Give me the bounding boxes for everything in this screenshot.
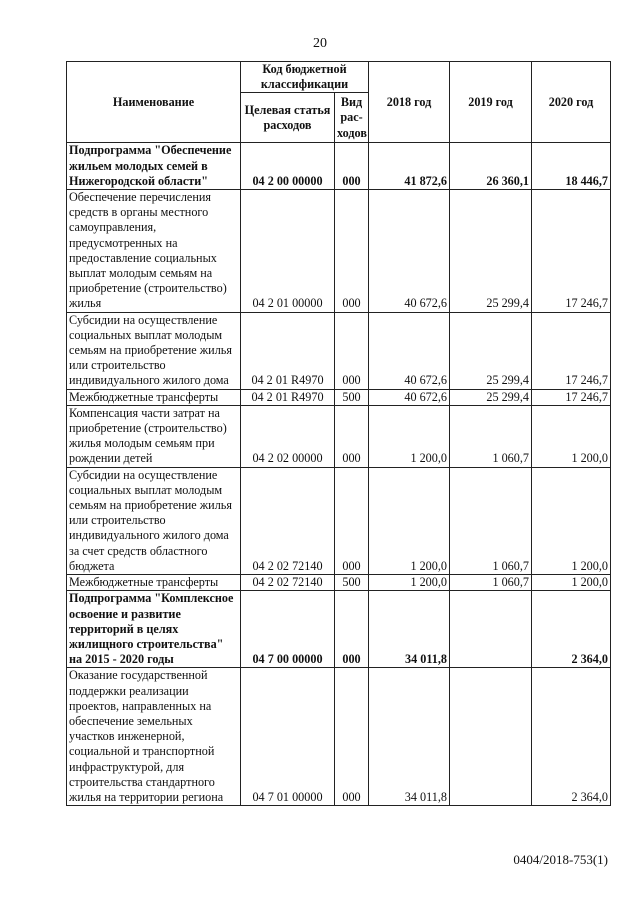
row-value-2019: 25 299,4	[450, 389, 532, 405]
row-target-article: 04 2 01 R4970	[241, 312, 335, 389]
row-expense-kind: 000	[335, 467, 369, 574]
row-value-2019: 1 060,7	[450, 467, 532, 574]
row-expense-kind: 000	[335, 405, 369, 467]
row-target-article: 04 7 01 00000	[241, 668, 335, 806]
row-expense-kind: 000	[335, 143, 369, 190]
table-row	[67, 591, 611, 668]
row-target-article: 04 2 01 00000	[241, 190, 335, 313]
table-row	[67, 467, 611, 574]
row-value-2020: 18 446,7	[532, 143, 611, 190]
row-expense-kind: 000	[335, 312, 369, 389]
header-2020: 2020 год	[532, 62, 611, 143]
row-value-2020: 2 364,0	[532, 591, 611, 668]
row-expense-kind: 500	[335, 389, 369, 405]
row-name: Подпрограмма "Комплексное освоение и развитие территорий в целях жилищного строительства" на 2015 - 2020 годы	[67, 591, 241, 668]
row-name: Обеспечение перечисления средств в органы местного самоуправления, предусмотренных на предоставление социальных выплат молодым семьям на приобретение (строительство) жилья	[67, 190, 241, 313]
row-value-2018: 34 011,8	[369, 591, 450, 668]
row-value-2020: 1 200,0	[532, 575, 611, 591]
row-value-2018: 40 672,6	[369, 389, 450, 405]
table-row	[67, 389, 611, 405]
row-expense-kind: 000	[335, 591, 369, 668]
row-value-2019	[450, 668, 532, 806]
document-number: 0404/2018-753(1)	[513, 852, 608, 867]
row-value-2018: 41 872,6	[369, 143, 450, 190]
header-target-article: Целевая статья расходов	[241, 93, 335, 143]
row-value-2020: 1 200,0	[532, 405, 611, 467]
row-target-article: 04 2 02 72140	[241, 575, 335, 591]
row-name: Субсидии на осуществление социальных выплат молодым семьям на приобретение жилья или строительство индивидуального жилого дома за счет средств областного бюджета	[67, 467, 241, 574]
row-name: Субсидии на осуществление социальных выплат молодым семьям на приобретение жилья или строительство индивидуального жилого дома	[67, 312, 241, 389]
row-target-article: 04 2 00 00000	[241, 143, 335, 190]
table-row	[67, 143, 611, 190]
row-value-2018: 40 672,6	[369, 312, 450, 389]
row-value-2020: 17 246,7	[532, 190, 611, 313]
header-2019: 2019 год	[450, 62, 532, 143]
row-name: Оказание государственной поддержки реализации проектов, направленных на обеспечение земельных участков инженерной, социальной и транспортной инфраструктурой, для строительства стандартного жилья на территории региона	[67, 668, 241, 806]
row-value-2018: 1 200,0	[369, 405, 450, 467]
row-target-article: 04 7 00 00000	[241, 591, 335, 668]
row-value-2020: 17 246,7	[532, 389, 611, 405]
row-value-2018: 1 200,0	[369, 467, 450, 574]
header-name: Наименование	[67, 62, 241, 143]
row-expense-kind: 000	[335, 668, 369, 806]
row-name: Межбюджетные трансферты	[67, 575, 241, 591]
header-2018: 2018 год	[369, 62, 450, 143]
table-row	[67, 312, 611, 389]
row-expense-kind: 500	[335, 575, 369, 591]
row-target-article: 04 2 02 72140	[241, 467, 335, 574]
row-value-2019: 25 299,4	[450, 312, 532, 389]
row-target-article: 04 2 01 R4970	[241, 389, 335, 405]
row-value-2020: 2 364,0	[532, 668, 611, 806]
row-value-2020: 17 246,7	[532, 312, 611, 389]
table-row	[67, 405, 611, 467]
header-code-group: Код бюджетной классификации	[241, 62, 369, 93]
row-value-2019: 1 060,7	[450, 575, 532, 591]
page-number: 20	[313, 36, 327, 51]
row-expense-kind: 000	[335, 190, 369, 313]
row-name: Межбюджетные трансферты	[67, 389, 241, 405]
row-value-2020: 1 200,0	[532, 467, 611, 574]
budget-table	[66, 61, 611, 806]
header-expense-kind: Вид рас-ходов	[335, 93, 369, 143]
row-value-2019: 25 299,4	[450, 190, 532, 313]
table-row	[67, 190, 611, 313]
row-name: Подпрограмма "Обеспечение жильем молодых семей в Нижегородской области"	[67, 143, 241, 190]
row-value-2019: 1 060,7	[450, 405, 532, 467]
row-value-2019: 26 360,1	[450, 143, 532, 190]
row-value-2019	[450, 591, 532, 668]
row-value-2018: 34 011,8	[369, 668, 450, 806]
row-value-2018: 40 672,6	[369, 190, 450, 313]
row-target-article: 04 2 02 00000	[241, 405, 335, 467]
table-row	[67, 575, 611, 591]
row-name: Компенсация части затрат на приобретение (строительство) жилья молодым семьям при рождении детей	[67, 405, 241, 467]
table-row	[67, 668, 611, 806]
row-value-2018: 1 200,0	[369, 575, 450, 591]
